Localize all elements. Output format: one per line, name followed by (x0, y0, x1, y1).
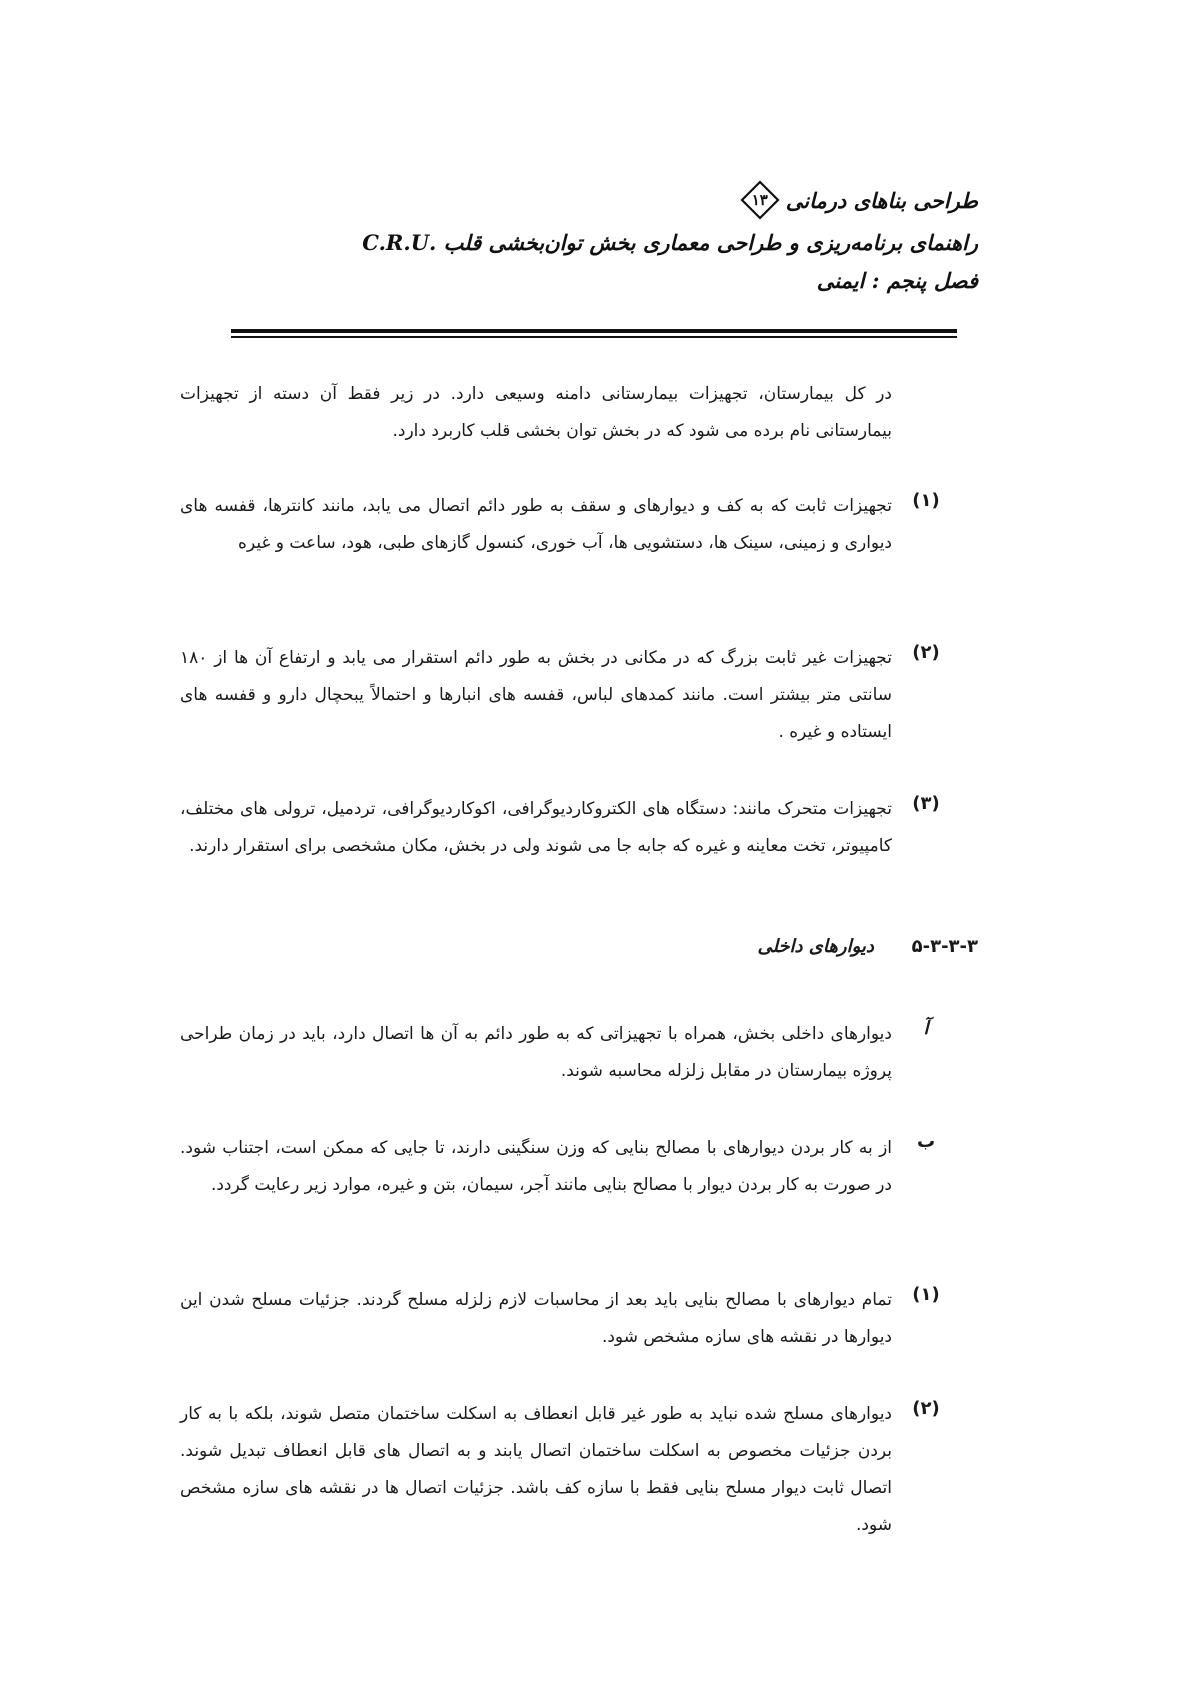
section-title: دیوارهای داخلی (757, 936, 874, 957)
chapter-title: فصل پنجم : ایمنی (816, 268, 978, 293)
item-number: (۱) (912, 1284, 940, 1305)
guide-title: راهنمای برنامه‌ریزی و طراحی معماری بخش توان‌بخشی قلب .C.R.U (362, 230, 978, 255)
item-text: تجهیزات ثابت که به کف و دیوارهای و سقف به طور دائم اتصال می یابد، مانند کانترها، قفسه های دیواری و زمینی، سینک ها، دستشویی ها، آب خوری، کنسول گازهای طبی، هود، ساعت و غیره (180, 496, 892, 553)
book-title: طراحی بناهای درمانی (785, 187, 978, 213)
item-text: تمام دیوارهای با مصالح بنایی باید بعد از محاسبات لازم زلزله مسلح گردند. جزئیات مسلح شدن این دیوارها در نقشه های سازه مشخص شود. (180, 1290, 892, 1347)
item-text: دیوارهای مسلح شده نباید به طور غیر قابل انعطاف به اسکلت ساختمان متصل شوند، بلکه با به کار بردن جزئیات مخصوص به اسکلت ساختمان اتصال یابند و به اتصال های قابل انعطاف تبدیل شوند. اتصال ثابت دیوار مسلح بنایی فقط با سازه کف باشد. جزئیات اتصال ها در نقشه های سازه مشخص شود. (180, 1404, 892, 1535)
section-number: ۵-۳-۳-۳ (911, 936, 978, 957)
item-number: (۱) (912, 490, 940, 511)
intro-paragraph: در کل بیمارستان، تجهیزات بیمارستانی دامنه وسیعی دارد. در زیر فقط آن دسته از تجهیزات بیمارستانی نام برده می شود که در بخش توان بخشی قلب کاربرد دارد. (180, 384, 892, 441)
volume-number: ۱۳ (751, 191, 768, 209)
item-text: تجهیزات غیر ثابت بزرگ که در مکانی در بخش به طور دائم استقرار می یابد و ارتفاع آن ها از ۱۸۰ سانتی متر بیشتر است. مانند کمدهای لباس، قفسه های انبارها و احتمالاً یبحچال دارو و قفسه های ایستاده و غیره . (180, 648, 892, 742)
item-text: از به کار بردن دیوارهای با مصالح بنایی که وزن سنگینی دارند، تا جایی که ممکن است، اجتناب شود. در صورت به کار بردن دیوار با مصالح بنایی مانند آجر، سیمان، بتن و غیره، موارد زیر رعایت گردد. (180, 1138, 892, 1195)
item-number: (۲) (912, 1398, 940, 1419)
volume-number-diamond (740, 180, 780, 220)
item-text: دیوارهای داخلی بخش، همراه با تجهیزاتی که به طور دائم به آن ها اتصال دارد، باید در زمان طراحی پروژه بیمارستان در مقابل زلزله محاسبه شوند. (180, 1024, 892, 1081)
header-rule-thin (231, 336, 957, 338)
header-rule-thick (231, 329, 957, 333)
item-number: (۲) (912, 642, 940, 663)
section-heading (757, 936, 978, 957)
item-text: تجهیزات متحرک مانند: دستگاه های الکتروکاردیوگرافی، اکوکاردیوگرافی، تردمیل، ترولی های مختلف، کامپیوتر، تخت معاینه و غیره که جابه جا می شوند ولی در بخش، مکان مشخصی برای استقرار دارند. (180, 799, 892, 856)
item-number: (۳) (912, 793, 940, 814)
item-letter: آ (923, 1018, 929, 1039)
item-letter: ب (916, 1131, 936, 1152)
book-title-line (740, 180, 978, 220)
